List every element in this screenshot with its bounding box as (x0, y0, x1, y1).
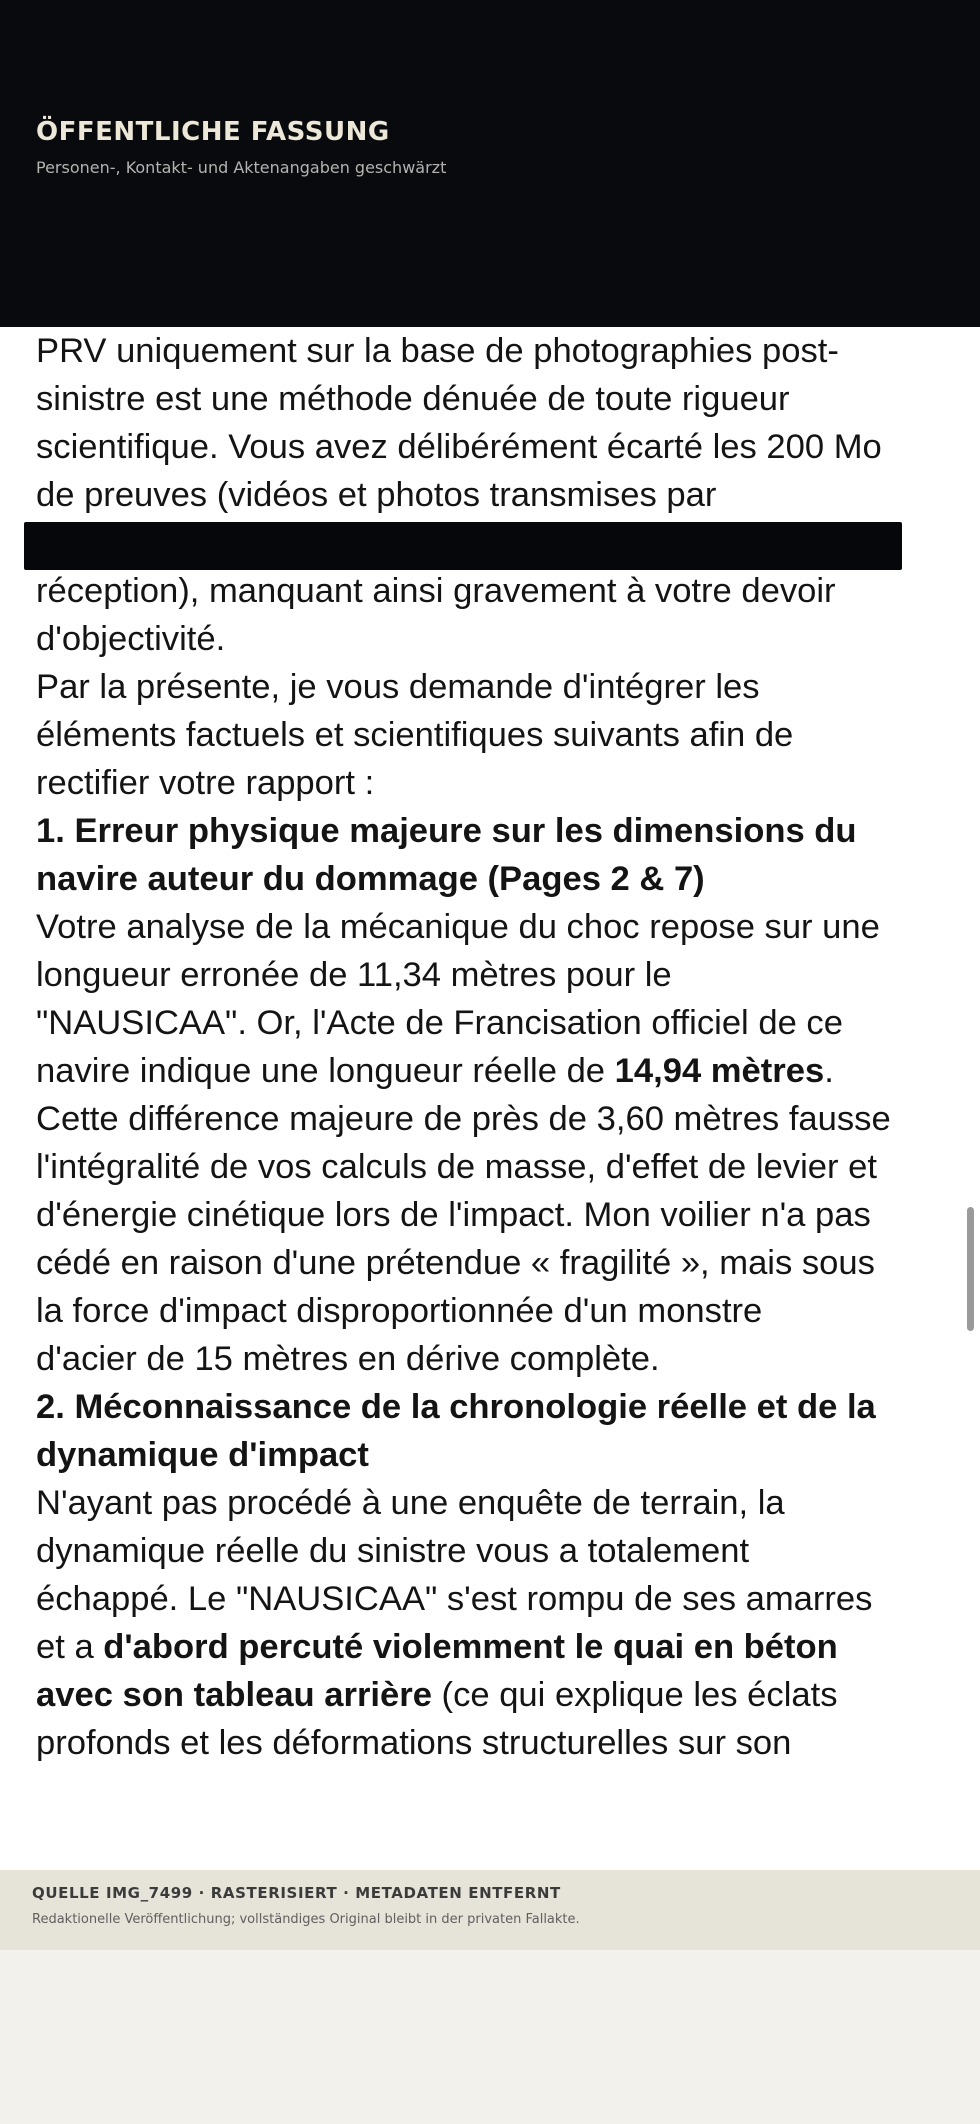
footer-source-line: QUELLE IMG_7499 · RASTERISIERT · METADATEN ENTFERNT (32, 1884, 561, 1902)
bold-length-value: 14,94 mètres (614, 1052, 825, 1090)
text-line: d'objectivité. (36, 620, 226, 658)
text-line: éléments factuels et scientifiques suivants afin de (36, 716, 794, 754)
section-heading: 2. Méconnaissance de la chronologie réelle et de la (36, 1388, 876, 1426)
section-heading: 1. Erreur physique majeure sur les dimensions du (36, 812, 857, 850)
text-line: rectifier votre rapport : (36, 764, 375, 802)
text-line: Cette différence majeure de près de 3,60 mètres fausse (36, 1100, 891, 1138)
section-heading: dynamique d'impact (36, 1436, 369, 1474)
text-line: sinistre est une méthode dénuée de toute rigueur (36, 380, 790, 418)
text-line: la force d'impact disproportionnée d'un monstre (36, 1292, 763, 1330)
scrollbar-thumb[interactable] (967, 1207, 974, 1331)
section-2 (36, 1383, 961, 1767)
text-line: l'intégralité de vos calculs de masse, d'effet de levier et (36, 1148, 877, 1186)
text-line: échappé. Le "NAUSICAA" s'est rompu de ses amarres (36, 1580, 873, 1618)
redaction-bar (24, 522, 902, 570)
banner-subtitle: Personen-, Kontakt- und Aktenangaben geschwärzt (36, 158, 447, 177)
text-line: Votre analyse de la mécanique du choc repose sur une (36, 908, 880, 946)
text-line: réception), manquant ainsi gravement à votre devoir (36, 572, 836, 610)
bold-text-run: avec son tableau arrière (36, 1676, 432, 1714)
text-line: profonds et les déformations structurelles sur son (36, 1724, 792, 1762)
text-run: navire indique une longueur réelle de (36, 1052, 615, 1090)
redaction-banner (0, 0, 980, 327)
text-line: PRV uniquement sur la base de photographies post- (36, 332, 839, 370)
text-line (36, 1623, 961, 1671)
text-line (36, 1047, 961, 1095)
text-line (36, 1671, 961, 1719)
text-line: de preuves (vidéos et photos transmises par (36, 476, 717, 514)
paragraph-request (36, 663, 961, 807)
text-line: Par la présente, je vous demande d'intégrer les (36, 668, 760, 706)
text-line: cédé en raison d'une prétendue « fragilité », mais sous (36, 1244, 875, 1282)
text-line: N'ayant pas procédé à une enquête de terrain, la (36, 1484, 785, 1522)
text-line: d'acier de 15 mètres en dérive complète. (36, 1340, 660, 1378)
banner-title: ÖFFENTLICHE FASSUNG (36, 117, 390, 147)
text-line: d'énergie cinétique lors de l'impact. Mon voilier n'a pas (36, 1196, 871, 1234)
text-line: longueur erronée de 11,34 mètres pour le (36, 956, 672, 994)
source-footer (0, 1870, 980, 1950)
bold-text-run: d'abord percuté violemment le quai en béton (103, 1628, 838, 1666)
document-body[interactable] (0, 327, 980, 1870)
paragraph-intro (36, 327, 961, 663)
section-1 (36, 807, 961, 1383)
text-line: "NAUSICAA". Or, l'Acte de Francisation officiel de ce (36, 1004, 843, 1042)
text-run: . (824, 1052, 834, 1090)
text-run: (ce qui explique les éclats (431, 1676, 838, 1714)
section-heading: navire auteur du dommage (Pages 2 & 7) (36, 860, 705, 898)
text-run: et a (36, 1628, 104, 1666)
footer-note: Redaktionelle Veröffentlichung; vollständiges Original bleibt in der privaten Fallakte. (32, 1912, 580, 1927)
text-line: scientifique. Vous avez délibérément écarté les 200 Mo (36, 428, 882, 466)
text-line: dynamique réelle du sinistre vous a totalement (36, 1532, 750, 1570)
